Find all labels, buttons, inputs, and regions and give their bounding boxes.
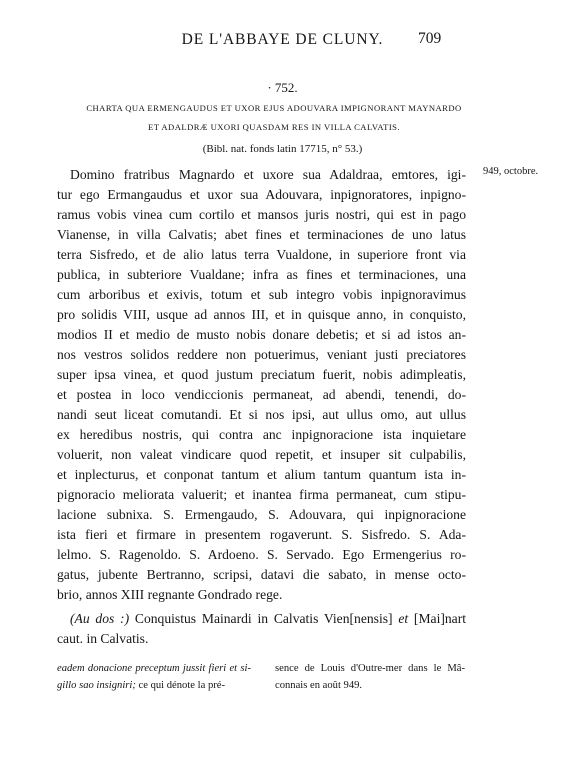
dorse-text-end: [Mai]nart: [408, 611, 467, 626]
dorse-text: Conquistus Mainardi in Calvatis Vien[nensis]: [129, 611, 399, 626]
running-title: DE L'ABBAYE DE CLUNY.: [181, 31, 384, 48]
dorse-line-1: [70, 610, 466, 628]
body-line: nandi seut liceat comutandi. Et si nos ipsi, aut ullus omo, aut ullus: [57, 407, 466, 422]
body-line: cum arboribus et exivis, totum et sub integro vobis inpignoravimus: [57, 287, 466, 302]
page-number: 709: [418, 30, 442, 47]
body-line: lacione subnixa. S. Ermengaudo, S. Adouvara, qui inpignoracione: [57, 507, 466, 522]
body-line: ista fieri et firmare in presentem rogaverunt. S. Sisfredo. S. Ada-: [57, 527, 466, 542]
charter-title-line-1: CHARTA QUA ERMENGAUDUS ET UXOR EJUS ADOUVARA IMPIGNORANT MAYNARDO: [86, 103, 462, 113]
footnote-left-italic-1: eadem donacione preceptum jussit fieri et si-: [57, 663, 251, 674]
charter-number: · 752.: [267, 80, 298, 95]
margin-date: 949, octobre.: [483, 166, 539, 177]
footnote-left-line-2: [57, 679, 225, 693]
body-line: brio, annos XIII regnante Gondrado rege.: [57, 587, 283, 602]
body-line: gatus, jubente Bertranno, scripsi, datavi die sabato, in mense octo-: [57, 567, 466, 582]
footnote-left-line-1: [57, 662, 251, 676]
body-line: modios II et medio de musto nobis donare debetis; et si ad istos an-: [57, 327, 466, 342]
footnote-right-line-1: sence de Louis d'Outre-mer dans le Mâ-: [275, 663, 465, 674]
body-line: ramus vobis vinea cum cortilo et mansos juris nostri, qui est in pago: [57, 207, 466, 222]
body-line: Domino fratribus Magnardo et uxore sua Adaldraa, emtores, igi-: [70, 167, 466, 182]
body-line: terra Sisfredo, et de alio latus terra Vualdone, in superiore front via: [57, 247, 466, 262]
body-line: lelmo. S. Ragenoldo. S. Ardoeno. S. Servado. Ego Ermengerius ro-: [57, 547, 466, 562]
source-reference: (Bibl. nat. fonds latin 17715, n° 53.): [202, 143, 363, 155]
body-line: et postea in loco vendiccionis permaneat, ad abendi, tenendi, do-: [57, 387, 466, 402]
dorse-line-2: caut. in Calvatis.: [57, 631, 149, 646]
footnote-right-line-2: connais en août 949.: [275, 680, 363, 691]
dorse-et: et: [398, 611, 409, 626]
footnote-left-text-2: ce qui dénote la pré-: [135, 680, 225, 691]
body-line: Vianense, in villa Calvatis; abet fines et terminaciones de uno latus: [57, 227, 466, 242]
body-line: nos vestros solidos reddere non potuerimus, veniant justi preciatores: [57, 347, 466, 362]
body-line: pignoracio meliorata valuerit; et inantea firma permaneat, cum stipu-: [57, 487, 466, 502]
body-line: et inplecturus, et conponat tantum et alium tantum quantum ista in-: [57, 467, 466, 482]
body-line: tur ego Ermangaudus et uxor sua Adouvara, inpignoratores, inpigno-: [57, 187, 466, 202]
body-line: super ipsa vinea, et quod justum preciatum fuerit, nobis adimpleatis,: [57, 367, 466, 382]
body-line: publica, in subteriore Vualdane; infra as fines et terminaciones, una: [57, 267, 466, 282]
body-line: ex heredibus nostris, qui contra anc inpignoracione ista inquietare: [57, 427, 466, 442]
charter-title-line-2: ET ADALDRÆ UXORI QUASDAM RES IN VILLA CALVATIS.: [148, 122, 400, 132]
body-line: voluerit, non valeat vindicare quod repetit, et insuper sit culpabilis,: [57, 447, 466, 462]
body-line: pro solidis VIII, usque ad annos III, et in quisque anno, in conquisto,: [57, 307, 466, 322]
footnote-left-italic-2: gillo sao insigniri;: [57, 680, 136, 691]
dorse-label: (Au dos :): [70, 611, 130, 626]
